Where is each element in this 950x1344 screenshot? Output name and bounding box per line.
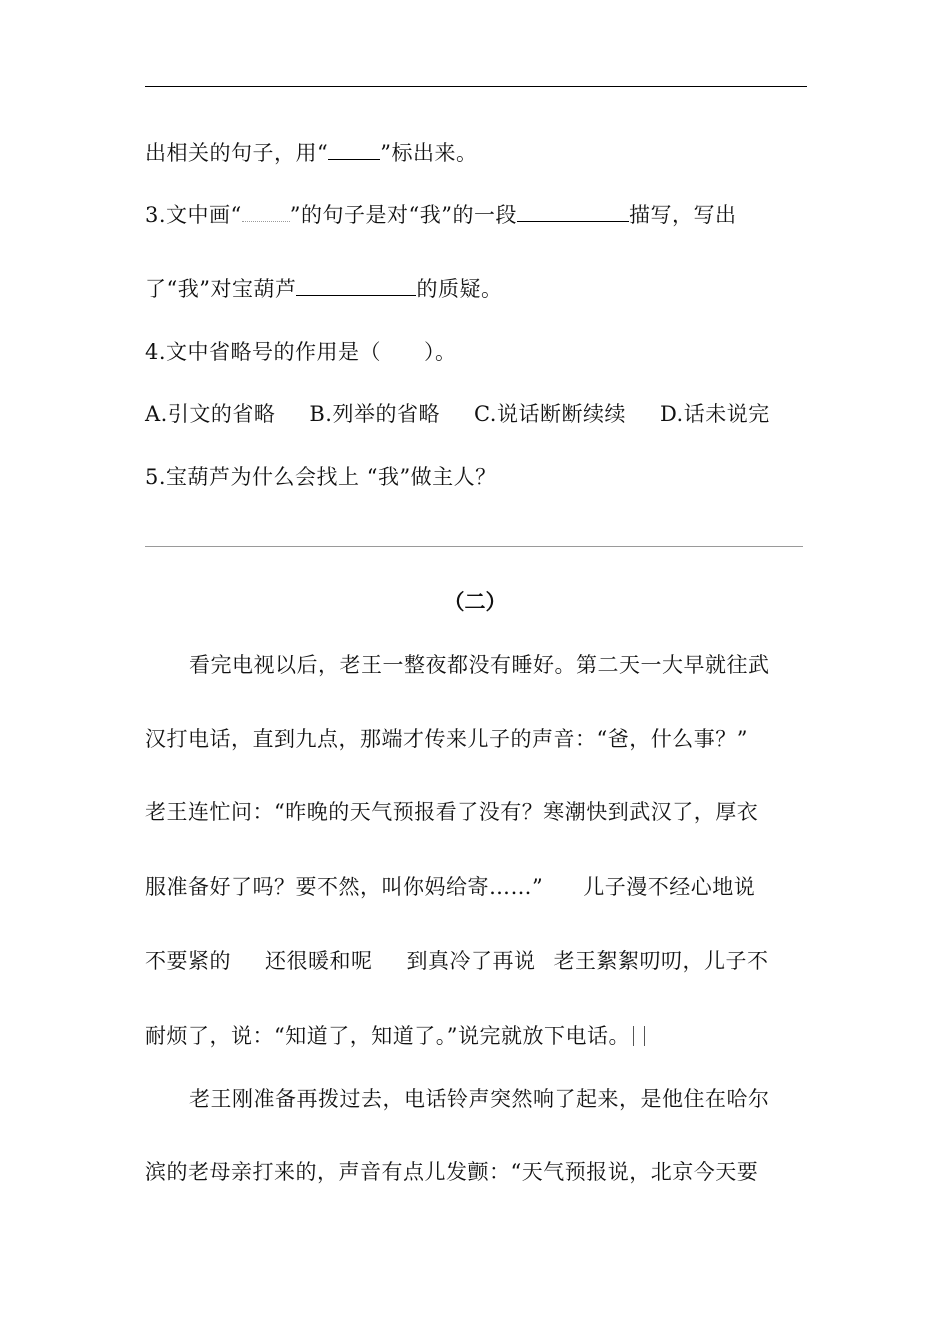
q4-options <box>145 400 770 428</box>
passage-p1-line5-a: 不要紧的 <box>145 949 231 973</box>
q3-blank-2[interactable] <box>296 277 416 296</box>
passage-p1-line6 <box>145 1022 645 1050</box>
paragraph-divider-mark <box>633 1026 645 1046</box>
q3-text-start: 3.文中画“ <box>145 203 242 227</box>
passage-p1-line5-b: 还很暖和呢 <box>265 949 373 973</box>
q3-line2-end: 的质疑。 <box>416 277 503 301</box>
q2-text-end: ”标出来。 <box>380 141 478 165</box>
passage-p1-line4 <box>145 873 755 901</box>
q3-text-mid: ”的句子是对“我”的一段 <box>289 203 517 227</box>
q3-line2-start: 了“我”对宝葫芦 <box>145 277 297 301</box>
header-rule <box>145 86 807 87</box>
q4-option-c[interactable]: C.说话断断续续 <box>473 402 626 426</box>
passage-p1-line4-a: 服准备好了吗？要不然，叫你妈给寄……” <box>145 875 544 899</box>
q3-line2 <box>145 275 502 303</box>
passage-p1-line1: 看完电视以后，老王一整夜都没有睡好。第二天一大早就往武 <box>189 653 770 677</box>
q2-underline-sample <box>328 141 380 160</box>
q4-question: 4.文中省略号的作用是（ ）。 <box>145 340 457 364</box>
section-title: （二） <box>443 589 507 614</box>
passage-p1-line3: 老王连忙问：“昨晚的天气预报看了没有？寒潮快到武汉了，厚衣 <box>145 800 759 824</box>
q4-option-b[interactable]: B.列举的省略 <box>309 402 440 426</box>
q2-text-start: 出相关的句子，用“ <box>145 141 329 165</box>
q4-option-a[interactable]: A.引文的省略 <box>145 402 276 426</box>
q4-option-d[interactable]: D.话未说完 <box>659 402 770 426</box>
passage-p1-line5 <box>145 947 769 975</box>
q5-question: 5.宝葫芦为什么会找上 “我”做主人？ <box>145 465 497 489</box>
passage-p1-line5-d: 老王絮絮叨叨，儿子不 <box>553 949 769 973</box>
passage-p1-line4-b: 儿子漫不经心地说 <box>583 875 756 899</box>
q5-answer-line[interactable] <box>145 546 803 547</box>
q3-line1 <box>145 201 737 229</box>
passage-p1-line5-c: 到真冷了再说 <box>406 949 536 973</box>
q2-continuation <box>145 139 478 167</box>
passage-p1-line2: 汉打电话，直到九点，那端才传来儿子的声音：“爸，什么事？” <box>145 727 748 751</box>
passage-p1-line6-text: 耐烦了，说：“知道了，知道了。”说完就放下电话。 <box>145 1024 630 1048</box>
passage-p2-line2: 滨的老母亲打来的，声音有点儿发颤：“天气预报说，北京今天要 <box>145 1160 759 1184</box>
passage-p2-line1: 老王刚准备再拨过去，电话铃声突然响了起来，是他住在哈尔 <box>189 1087 770 1111</box>
q3-wavy-underline-sample <box>242 203 290 222</box>
q3-blank-1[interactable] <box>517 203 629 222</box>
q3-text-end: 描写，写出 <box>629 203 737 227</box>
